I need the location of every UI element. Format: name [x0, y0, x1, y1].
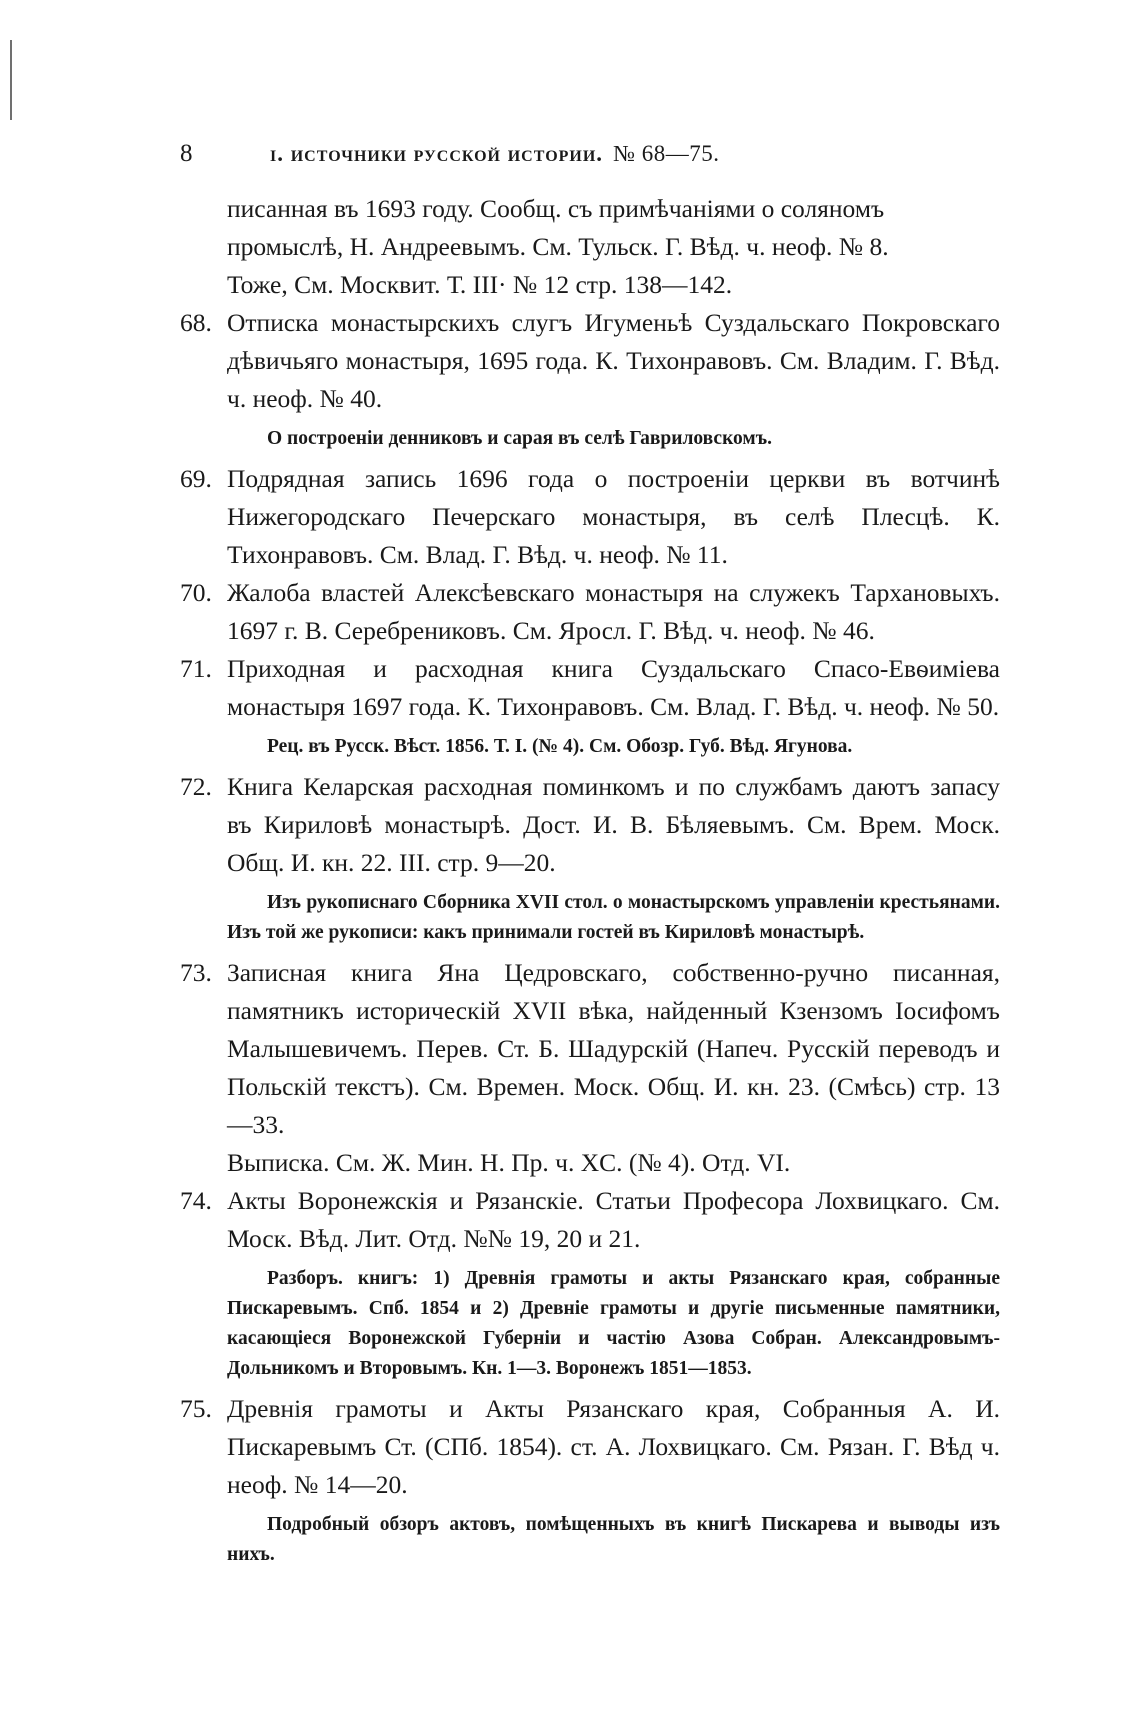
continuation-line-1: писанная въ 1693 году. Сообщ. съ примѣчаніями о соляномъ	[227, 194, 885, 223]
entry-72-note: Изъ рукописнаго Сборника XVII стол. о монастырскомъ управленіи крестьянами. Изъ той же рукописи: какъ принимали гостей въ Кириловѣ монастырѣ.	[227, 892, 1000, 943]
entry-73	[180, 954, 1000, 1144]
entry-text: Древнія грамоты и Акты Рязанскаго края, Собранныя А. И. Пискаревымъ Ст. (СПб. 1854). ст. А. Лохвицкаго. См. Рязан. Г. Вѣд ч. неоф. № 14—20.	[227, 1394, 1000, 1499]
entry-text: Приходная и расходная книга Суздальскаго Спасо-Евѳиміева монастыря 1697 года. К. Тихонравовъ. См. Влад. Г. Вѣд. ч. неоф. № 50.	[227, 654, 1000, 721]
entry-68	[180, 304, 1000, 418]
running-head-range: № 68—75.	[613, 141, 720, 166]
entry-number: 71.	[180, 654, 212, 683]
running-head-title: ı. источники русской истории.	[270, 141, 604, 166]
scan-edge-mark	[10, 40, 12, 120]
entries-list	[180, 190, 1000, 1570]
entry-number: 74.	[180, 1186, 212, 1215]
page-number: 8	[180, 140, 193, 167]
entry-75	[180, 1390, 1000, 1504]
continuation-line-3: Тоже, См. Москвит. Т. III· № 12 стр. 138—142.	[227, 270, 733, 299]
continuation-line-2: промыслѣ, Н. Андреевымъ. См. Тульск. Г. Вѣд. ч. неоф. № 8.	[227, 232, 889, 261]
entry-68-note: О построеніи денниковъ и сарая въ селѣ Гавриловскомъ.	[267, 428, 772, 449]
entry-71	[180, 650, 1000, 726]
entry-text: Акты Воронежскія и Рязанскіе. Статьи Професора Лохвицкаго. См. Моск. Вѣд. Лит. Отд. №№ 19, 20 и 21.	[227, 1186, 1000, 1253]
entry-67-continuation	[227, 190, 1000, 304]
book-page	[180, 140, 1000, 1576]
entry-72	[180, 768, 1000, 882]
entry-75-note: Подробный обзоръ актовъ, помѣщенныхъ въ книгѣ Пискарева и выводы изъ нихъ.	[227, 1514, 1000, 1565]
entry-69	[180, 460, 1000, 574]
entry-number: 70.	[180, 578, 212, 607]
running-head	[180, 140, 1000, 168]
entry-71-note: Рец. въ Русск. Вѣст. 1856. Т. I. (№ 4). См. Обозр. Губ. Вѣд. Ягунова.	[267, 736, 853, 757]
entry-number: 73.	[180, 958, 212, 987]
entry-74	[180, 1182, 1000, 1258]
entry-70	[180, 574, 1000, 650]
entry-text: Книга Келарская расходная поминкомъ и по службамъ даютъ запасу въ Кириловѣ монастырѣ. Дост. И. В. Бѣляевымъ. См. Врем. Моск. Общ. И. кн. 22. III. стр. 9—20.	[227, 772, 1000, 877]
entry-text: Записная книга Яна Цедровскаго, собственно-ручно писанная, памятникъ историческій XVII вѣка, найденный Кзензомъ Іосифомъ Малышевичемъ. Перев. Ст. Б. Шадурскій (Напеч. Русскій переводъ и Польскій текстъ). См. Времен. Моск. Общ. И. кн. 23. (Смѣсь) стр. 13—33.	[227, 958, 1000, 1139]
entry-number: 69.	[180, 464, 212, 493]
entry-number: 68.	[180, 308, 212, 337]
entry-text: Отписка монастырскихъ слугъ Игуменьѣ Суздальскаго Покровскаго дѣвичьяго монастыря, 1695 года. К. Тихонравовъ. См. Владим. Г. Вѣд. ч. неоф. № 40.	[227, 308, 1000, 413]
entry-text: Подрядная запись 1696 года о построеніи церкви въ вотчинѣ Нижегородскаго Печерскаго монастыря, въ селѣ Плесцѣ. К. Тихонравовъ. См. Влад. Г. Вѣд. ч. неоф. № 11.	[227, 464, 1000, 569]
entry-text: Жалоба властей Алексѣевскаго монастыря на служекъ Тархановыхъ. 1697 г. В. Серебрениковъ. См. Яросл. Г. Вѣд. ч. неоф. № 46.	[227, 578, 1000, 645]
entry-number: 75.	[180, 1394, 212, 1423]
entry-number: 72.	[180, 772, 212, 801]
entry-73-extract: Выписка. См. Ж. Мин. Н. Пр. ч. XC. (№ 4). Отд. VI.	[227, 1148, 791, 1177]
entry-74-note: Разборъ. книгъ: 1) Древнія грамоты и акты Рязанскаго края, собранные Пискаревымъ. Спб. 1854 и 2) Древніе грамоты и другіе письменные памятники, касающіеся Воронежской Губерніи и частію Азова Собран. Александровымъ-Дольникомъ и Второвымъ. Кн. 1—3. Воронежъ 1851—1853.	[227, 1268, 1000, 1379]
